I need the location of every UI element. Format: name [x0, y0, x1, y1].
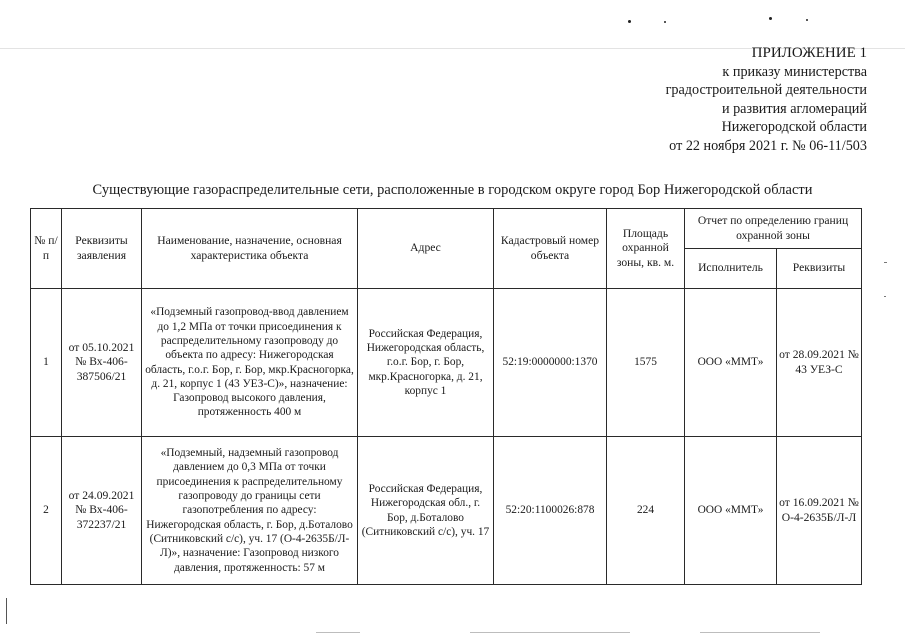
- scan-speck: [769, 17, 772, 20]
- scan-speck: [628, 20, 631, 23]
- header-name: Наименование, назначение, основная характеристика объекта: [142, 209, 358, 289]
- document-title: Существующие газораспределительные сети, расположенные в городском округе город Бор Нижегородской области: [92, 182, 813, 198]
- cell-cadastral: 52:20:1100026:878: [494, 437, 607, 585]
- gas-networks-table: [30, 208, 862, 585]
- cell-num: 1: [31, 289, 62, 437]
- scan-edge-line: [316, 632, 360, 633]
- header-area: Площадь охранной зоны, кв. м.: [607, 209, 685, 289]
- appendix-header: [666, 44, 867, 156]
- header-executor: Исполнитель: [685, 249, 777, 289]
- appendix-line: и развития агломераций: [721, 100, 867, 117]
- appendix-order-date: от 22 ноября 2021 г. № 06-11/503: [669, 137, 867, 154]
- cell-executor: ООО «ММТ»: [685, 289, 777, 437]
- cell-report-requisites: от 28.09.2021 № 43 УЕЗ-С: [777, 289, 862, 437]
- cell-num: 2: [31, 437, 62, 585]
- header-num: № п/п: [31, 209, 62, 289]
- scan-speck: [806, 19, 808, 21]
- cell-requisites: от 05.10.2021 № Вх-406-387506/21: [62, 289, 142, 437]
- cell-area: 1575: [607, 289, 685, 437]
- cell-name: «Подземный, надземный газопровод давлением до 0,3 МПа от точки присоединения к распределительному газопроводу до границы сети газопотребления по адресу: Нижегородская область, г. Бор, д.Боталово (Ситниковский с/с), уч. 17 (О-4-2635Б/Л-Л)», назначение: Газопровод низкого давления, протяженность: 57 м: [142, 437, 358, 585]
- appendix-line: Нижегородской области: [721, 119, 867, 136]
- cell-address: Российская Федерация, Нижегородская обл., г. Бор, д.Боталово (Ситниковский с/с), уч. 17: [358, 437, 494, 585]
- scan-edge-line: [470, 632, 630, 633]
- cell-cadastral: 52:19:0000000:1370: [494, 289, 607, 437]
- appendix-line: градостроительной деятельности: [665, 82, 867, 99]
- cell-executor: ООО «ММТ»: [685, 437, 777, 585]
- scan-edge-mark: [884, 296, 886, 297]
- cell-name: «Подземный газопровод-ввод давлением до 1,2 МПа от точки присоединения к распределительному газопроводу до объекта по адресу: Нижегородская область, г.о.г. Бор, г. Бор, мкр.Красногорка, д. 21, корпус 1 (43 УЕЗ-С)», назначение: Газопровод высокого давления, протяженность 400 м: [142, 289, 358, 437]
- table-row: [31, 437, 862, 585]
- scan-speck: [664, 21, 666, 23]
- cell-address: Российская Федерация, Нижегородская область, г.о.г. Бор, г. Бор, мкр.Красногорка, д. 21, корпус 1: [358, 289, 494, 437]
- header-address: Адрес: [358, 209, 494, 289]
- appendix-title: ПРИЛОЖЕНИЕ 1: [751, 45, 867, 61]
- scan-edge-mark: [6, 598, 7, 624]
- header-cadastral: Кадастровый номер объекта: [494, 209, 607, 289]
- scan-edge-line: [700, 632, 820, 633]
- appendix-line: к приказу министерства: [722, 63, 867, 80]
- header-report: Отчет по определению границ охранной зоны: [685, 209, 862, 249]
- cell-report-requisites: от 16.09.2021 № О-4-2635Б/Л-Л: [777, 437, 862, 585]
- header-report-requisites: Реквизиты: [777, 249, 862, 289]
- scan-edge-mark: [884, 262, 887, 263]
- cell-area: 224: [607, 437, 685, 585]
- cell-requisites: от 24.09.2021 № Вх-406-372237/21: [62, 437, 142, 585]
- table-row: [31, 289, 862, 437]
- header-requisites: Реквизиты заявления: [62, 209, 142, 289]
